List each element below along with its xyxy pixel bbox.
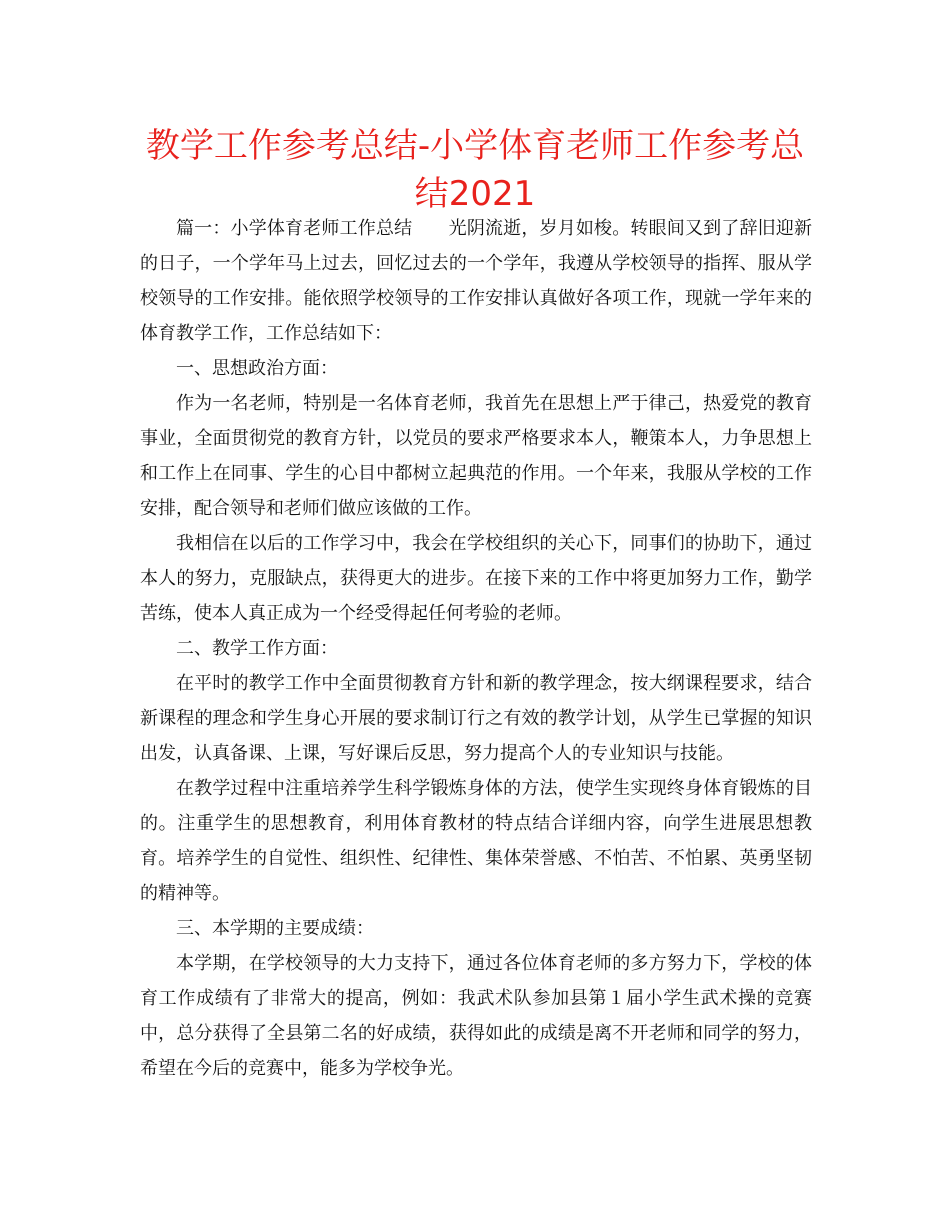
section-heading-achievements: 三、本学期的主要成绩： bbox=[176, 918, 374, 939]
paragraph-teaching-process: 在教学过程中注重培养学生科学锻炼身体的方法，使学生实现终身体育锻炼的目的。注重学生的思想教育，利用体育教材的特点结合详细内容，向学生进展思想教育。培养学生的自觉性、组织性、纪律性、集体荣誉感、不怕苦、不怕累、英勇坚韧的精神等。 bbox=[140, 778, 812, 904]
section-heading-teaching: 二、教学工作方面： bbox=[176, 638, 338, 659]
document-title: 教学工作参考总结-小学体育老师工作参考总结2021 bbox=[145, 126, 805, 214]
document-body bbox=[140, 211, 812, 1086]
section-heading-politics: 一、思想政治方面： bbox=[176, 358, 338, 379]
paragraph-future: 我相信在以后的工作学习中，我会在学校组织的关心下，同事们的协助下，通过本人的努力，克服缺点，获得更大的进步。在接下来的工作中将更加努力工作，勤学苦练，使本人真正成为一个经受得起任何考验的老师。 bbox=[140, 533, 812, 624]
paragraph-intro: 篇一：小学体育老师工作总结 光阴流逝，岁月如梭。转眼间又到了辞旧迎新的日子，一个学年马上过去，回忆过去的一个学年，我遵从学校领导的指挥、服从学校领导的工作安排。能依照学校领导的工作安排认真做好各项工作，现就一学年来的体育教学工作，工作总结如下： bbox=[140, 218, 812, 344]
paragraph-teaching-plan: 在平时的教学工作中全面贯彻教育方针和新的教学理念，按大纲课程要求，结合新课程的理念和学生身心开展的要求制订行之有效的教学计划，从学生已掌握的知识出发，认真备课、上课，写好课后反思，努力提高个人的专业知识与技能。 bbox=[140, 673, 812, 764]
paragraph-achievements: 本学期，在学校领导的大力支持下，通过各位体育老师的多方努力下，学校的体育工作成绩有了非常大的提高，例如：我武术队参加县第１届小学生武术操的竞赛中，总分获得了全县第二名的好成绩，获得如此的成绩是离不开老师和同学的努力，希望在今后的竞赛中，能多为学校争光。 bbox=[140, 953, 812, 1079]
paragraph-politics: 作为一名老师，特别是一名体育老师，我首先在思想上严于律己，热爱党的教育事业，全面贯彻党的教育方针，以党员的要求严格要求本人，鞭策本人，力争思想上和工作上在同事、学生的心目中都树立起典范的作用。一个年来，我服从学校的工作安排，配合领导和老师们做应该做的工作。 bbox=[140, 393, 812, 519]
